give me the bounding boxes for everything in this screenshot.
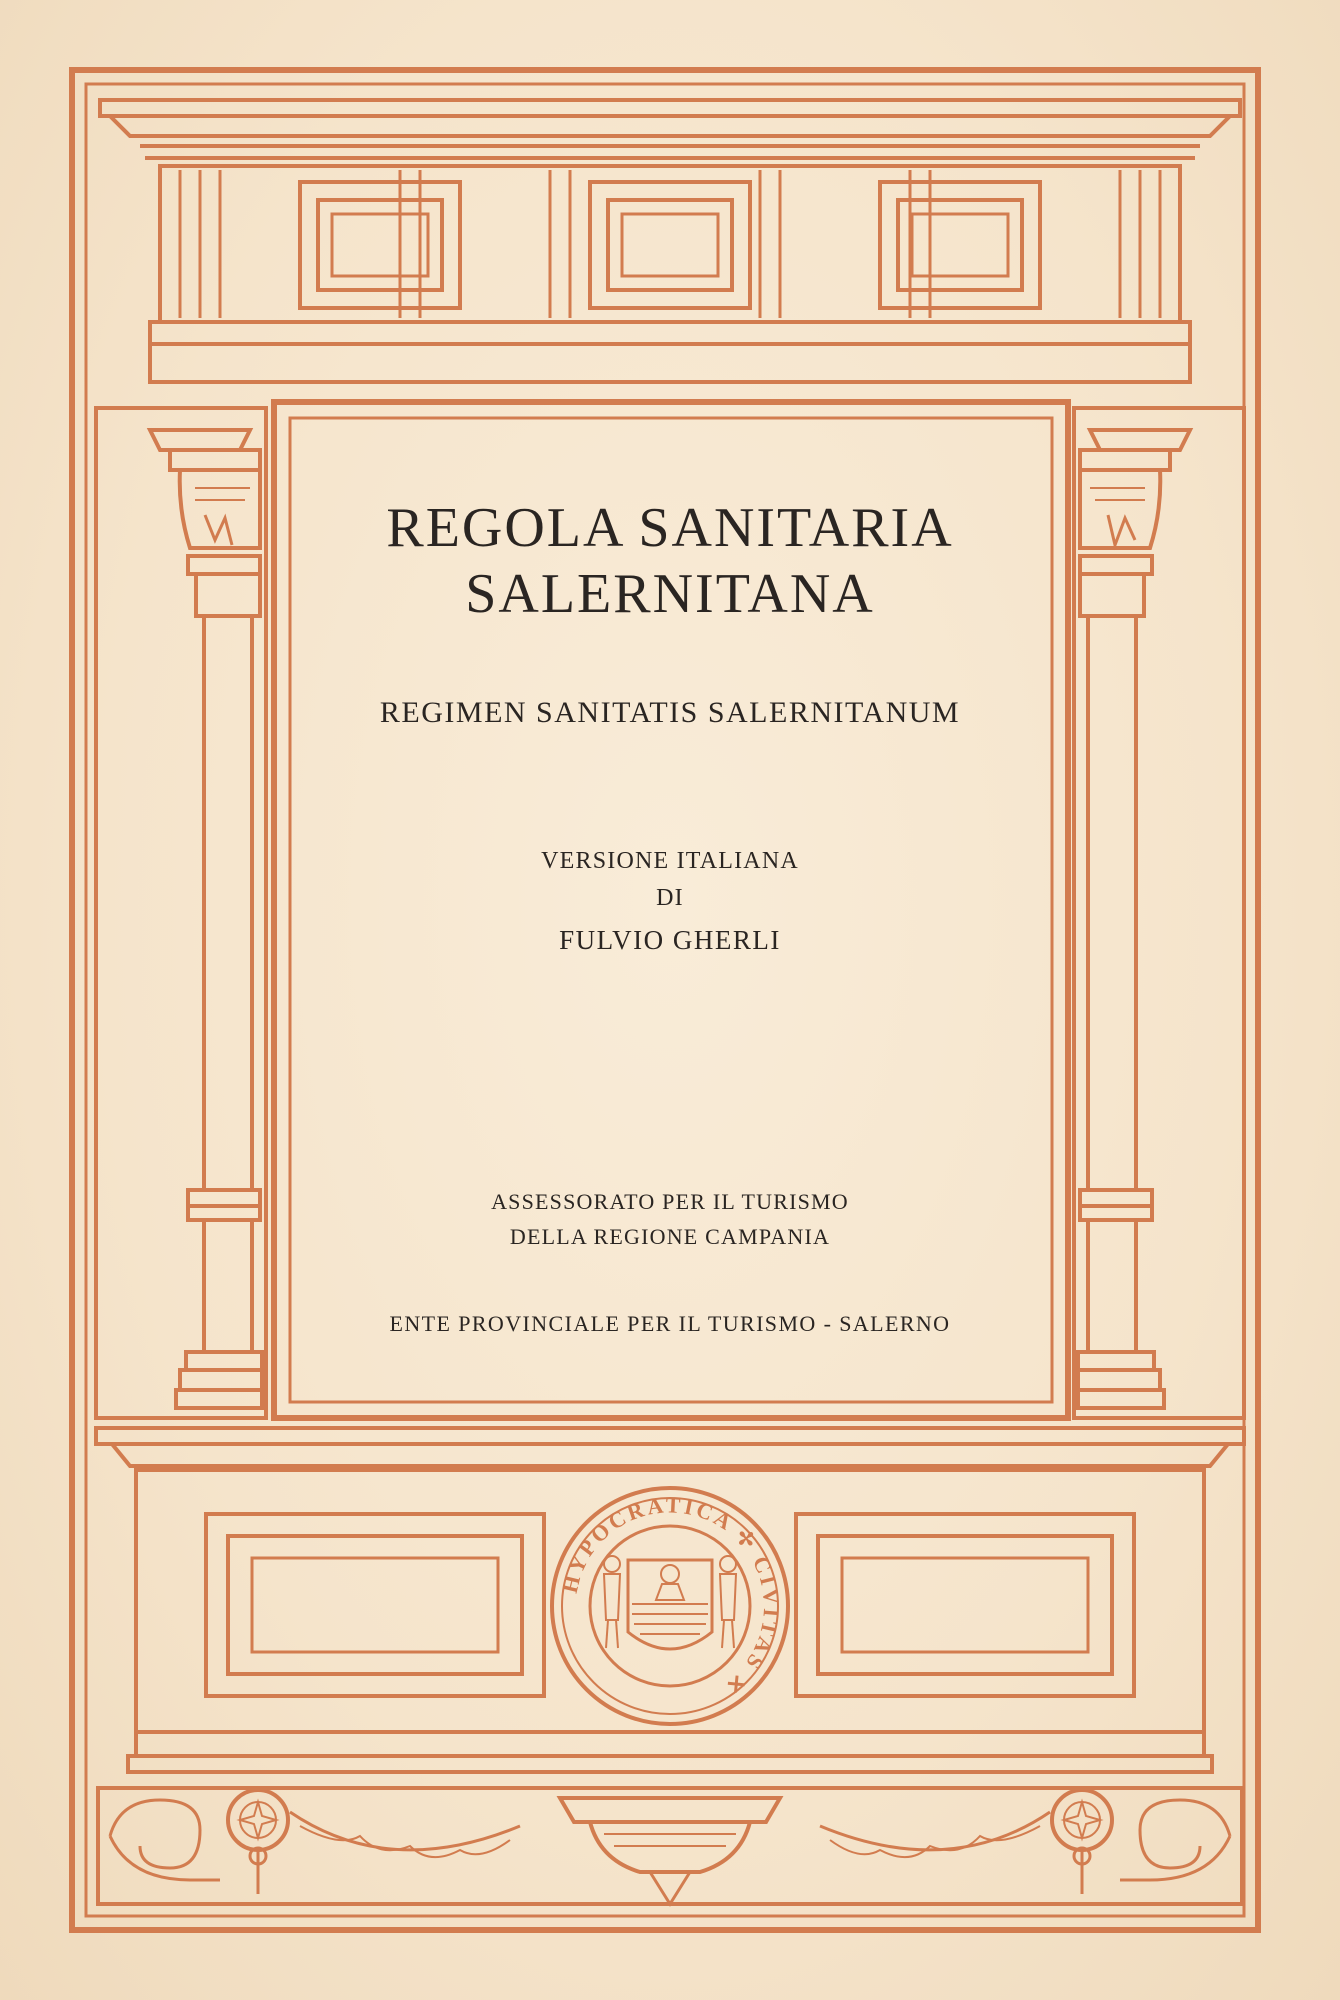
translator-name: FULVIO GHERLI — [559, 925, 781, 955]
city-seal-emblem — [552, 1488, 788, 1724]
right-pilaster — [1074, 408, 1244, 1418]
title-line-1: REGOLA SANITARIA — [386, 497, 954, 559]
entablature — [100, 100, 1240, 382]
bottom-frieze — [98, 1788, 1242, 1904]
publisher-line-3: ENTE PROVINCIALE PER IL TURISMO - SALERNO — [389, 1311, 951, 1336]
seal-inscription: HYPOCRATICA ✢ CIVITAS ✕ — [556, 1492, 785, 1702]
left-pilaster — [96, 408, 266, 1418]
version-label: VERSIONE ITALIANA — [541, 848, 799, 874]
publisher-line-1: ASSESSORATO PER IL TURISMO — [491, 1189, 849, 1214]
title-line-2: SALERNITANA — [465, 563, 875, 625]
latin-subtitle: REGIMEN SANITATIS SALERNITANUM — [379, 696, 961, 729]
version-di: DI — [656, 885, 684, 911]
publisher-line-2: DELLA REGIONE CAMPANIA — [509, 1224, 831, 1249]
